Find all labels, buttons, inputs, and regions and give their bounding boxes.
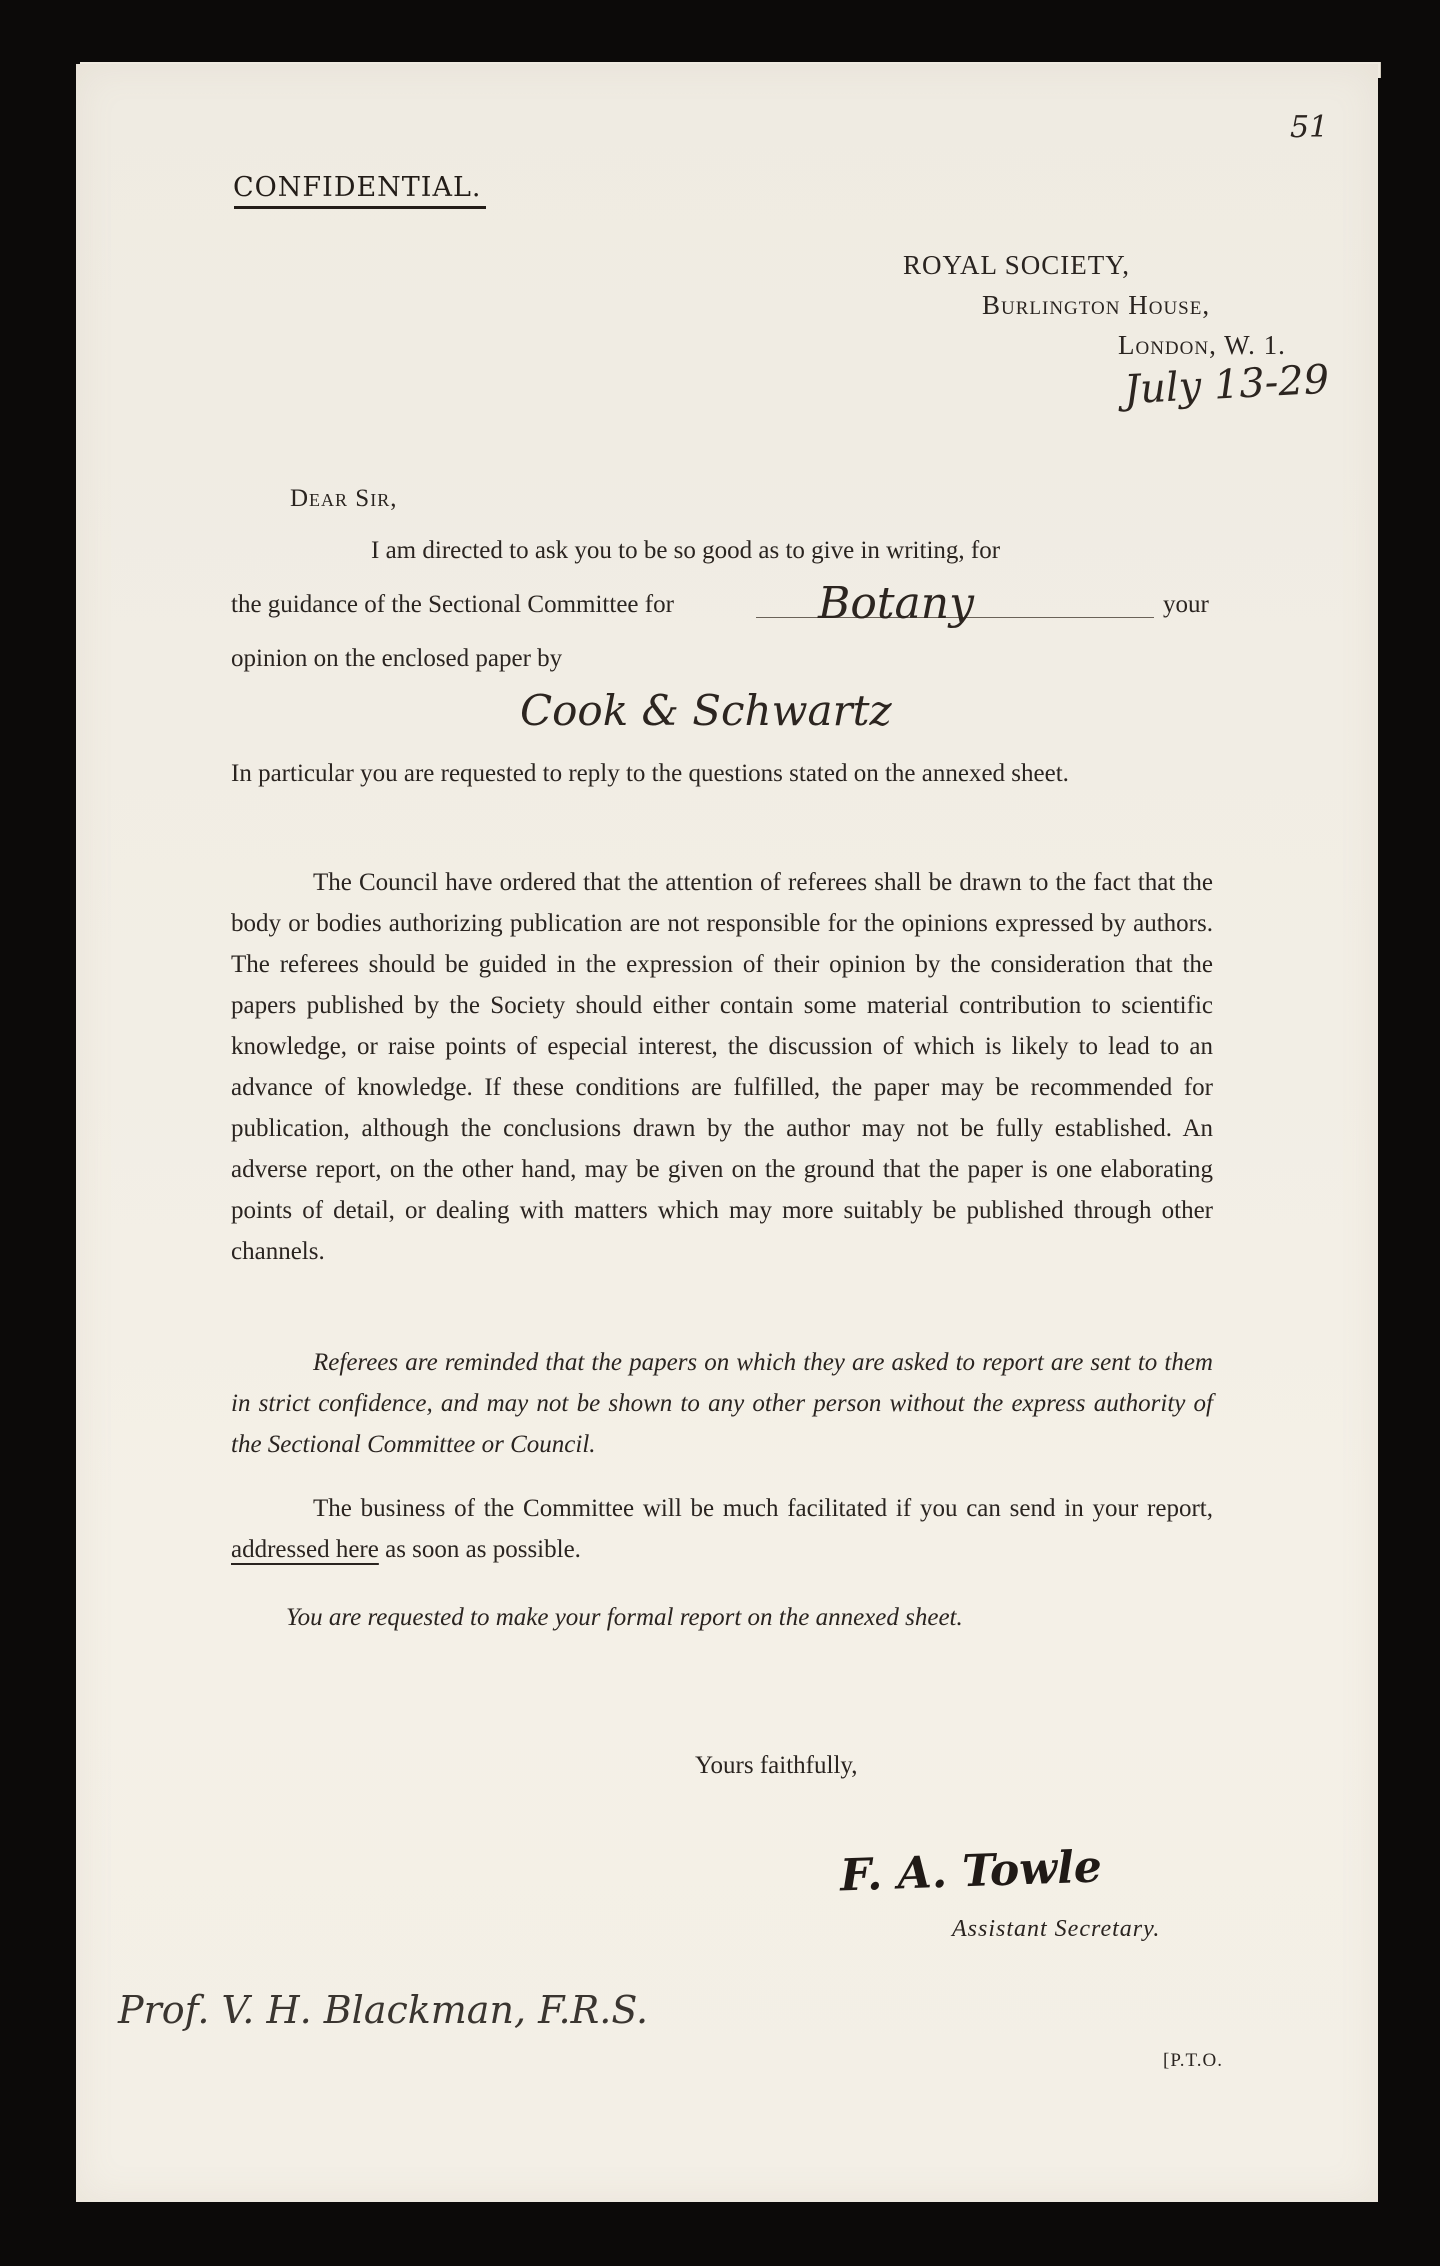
handwritten-committee: Botany — [818, 578, 974, 629]
heading-underline — [234, 206, 486, 209]
paragraph-3: The Council have ordered that the attention of referees shall be drawn to the fact that the body or bodies authorizing publication are not responsible for the opinions expressed by authors. The referees should be guided in the expression of their opinion by the consideration that the papers published by the Society should either contain some material contribution to scientific knowledge, or raise points of especial interest, the discussion of which is likely to lead to an advance of knowledge. If these conditions are fulfilled, the paper may be recommended for publication, although the conclusions drawn by the author may not be fully established. An adverse report, on the other hand, may be given on the ground that the paper is one elaborating points of detail, or dealing with matters which may more suitably be published through other channels. — [231, 869, 1213, 1265]
paragraph-5 — [231, 1488, 1213, 1570]
confidential-heading: CONFIDENTIAL. — [233, 172, 482, 203]
letterhead-address-1: Burlington House, — [982, 290, 1211, 320]
salutation: Dear Sir, — [290, 485, 398, 512]
handwritten-recipient: Prof. V. H. Blackman, F.R.S. — [118, 1988, 649, 2032]
paragraph-1-line-2-start: the guidance of the Sectional Committee for — [231, 591, 674, 618]
signature: F. A. Towle — [839, 1841, 1103, 1902]
handwritten-date: July 13-29 — [1122, 356, 1331, 414]
paragraph-1-line-1: I am directed to ask you to be so good as to give in writing, for — [371, 537, 1001, 564]
letterhead-organization: ROYAL SOCIETY, — [903, 250, 1131, 280]
paragraph-5-after: as soon as possible. — [378, 1536, 581, 1563]
closing: Yours faithfully, — [695, 1752, 858, 1779]
paragraph-1-line-2-end: your — [1163, 591, 1209, 618]
page-turn-marker: [P.T.O. — [1163, 2050, 1223, 2071]
signatory-title: Assistant Secretary. — [952, 1916, 1161, 1942]
handwritten-authors: Cook & Schwartz — [520, 686, 892, 735]
letterhead-address-2: London, W. 1. — [1118, 330, 1286, 360]
paragraph-2: In particular you are requested to reply to the questions stated on the annexed sheet. — [231, 760, 1069, 787]
addressed-here-underlined: addressed here — [231, 1536, 379, 1563]
paragraph-1-line-3: opinion on the enclosed paper by — [231, 645, 563, 672]
paragraph-5-before: The business of the Committee will be much facilitated if you can send in your report, — [313, 1495, 1213, 1522]
folio-number: 51 — [1290, 110, 1329, 145]
paragraph-6-instruction: You are requested to make your formal report on the annexed sheet. — [286, 1604, 963, 1631]
paragraph-4-confidentiality: Referees are reminded that the papers on which they are asked to report are sent to them in strict confidence, and may not be shown to any other person without the express authority of the Sectional Committee or Council. — [231, 1349, 1213, 1458]
